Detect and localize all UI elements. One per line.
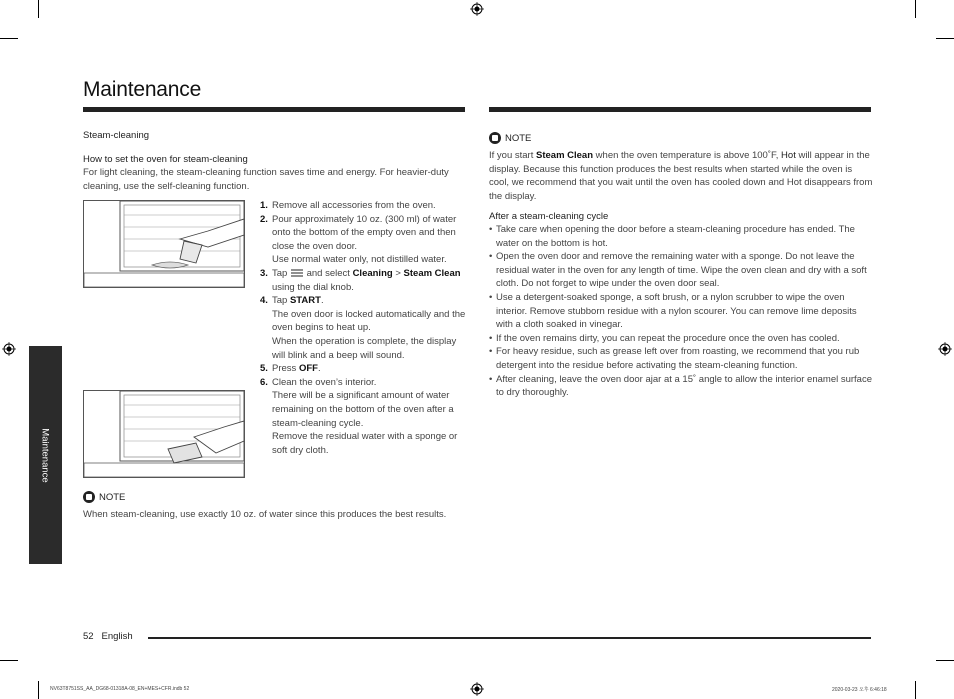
crop-mark: [38, 0, 39, 18]
crop-mark: [0, 38, 18, 39]
crop-mark: [936, 660, 954, 661]
footer-rule: [148, 637, 871, 639]
note-heading-right: NOTE: [489, 132, 531, 144]
side-tab: [29, 346, 62, 564]
column-rule-left: [83, 107, 465, 112]
registration-mark-icon: [470, 2, 484, 16]
page-title: Maintenance: [83, 78, 202, 101]
registration-mark-icon: [938, 342, 952, 356]
menu-icon: [290, 268, 304, 278]
side-tab-label: Maintenance: [40, 427, 51, 483]
registration-mark-icon: [470, 682, 484, 696]
crop-mark: [915, 0, 916, 18]
list-item: • After cleaning, leave the oven door ajar at a 15˚ angle to allow the interior enamel surface to dry thoroughly.: [489, 373, 873, 400]
step-item: 6. Clean the oven’s interior. There will be a significant amount of water remaining on the bottom of the oven after a steam-cleaning cycle. Remove the residual water with a sponge or soft dry cloth.: [260, 376, 458, 456]
list-item: • Open the oven door and remove the remaining water with a sponge. Do not leave the residual water in the oven for any length of time. Wipe the oven clean and dry with a soft cloth. Do not forget to wipe under the oven door seal.: [489, 250, 873, 291]
list-item: • If the oven remains dirty, you can repeat the procedure once the oven has cooled.: [489, 332, 873, 346]
list-item: • For heavy residue, such as grease left over from roasting, we recommend that you rub detergent into the residue before activating the steam-cleaning function.: [489, 345, 873, 372]
after-cycle-heading: After a steam-cleaning cycle: [489, 211, 609, 222]
oven-pour-water-illustration: [83, 200, 245, 288]
crop-mark: [936, 38, 954, 39]
note-text-right: If you start Steam Clean when the oven temperature is above 100˚F, Hot will appear in the display. Because this function produces the best results when started while the oven is cool, we recommend that you wait until the oven has cooled down and Hot disappears from the display.: [489, 150, 873, 202]
list-item: • Take care when opening the door before a steam-cleaning procedure has ended. The water on the bottom is hot.: [489, 223, 873, 250]
after-cycle-list: [489, 223, 873, 400]
step-item: 5. Press OFF.: [260, 363, 321, 375]
section-heading: Steam-cleaning: [83, 130, 150, 141]
note-text-left: When steam-cleaning, use exactly 10 oz. of water since this produces the best results.: [83, 509, 447, 520]
intro-paragraph: For light cleaning, the steam-cleaning function saves time and energy. For heavier-duty cleaning, use the self-cleaning function.: [83, 167, 449, 192]
steps-list: [260, 199, 468, 457]
note-icon: [489, 132, 501, 144]
oven-wipe-water-illustration: [83, 390, 245, 478]
crop-mark: [915, 681, 916, 699]
print-date-slug: 2020-03-23 오후 6:46:18: [832, 687, 887, 693]
note-icon: [83, 491, 95, 503]
step-item: 3. Tap and select Cleaning > Steam Clean using the dial knob.: [260, 267, 461, 293]
crop-mark: [0, 660, 18, 661]
note-heading-left: NOTE: [83, 491, 125, 503]
page-number: 52: [83, 631, 94, 642]
print-file-slug: NV63T8751SS_AA_DG68-01318A-08_EN+MES+CFR.indb 52: [50, 686, 190, 692]
step-item: 1. Remove all accessories from the oven.: [260, 200, 436, 211]
footer-language: English: [101, 631, 133, 642]
page-footer: [83, 631, 133, 642]
crop-mark: [38, 681, 39, 699]
step-item: 2. Pour approximately 10 oz. (300 ml) of water onto the bottom of the empty oven and then close the oven door. Use normal water only, not distilled water.: [260, 213, 457, 266]
sub-heading: How to set the oven for steam-cleaning: [83, 154, 248, 165]
registration-mark-icon: [2, 342, 16, 356]
step-item: 4. Tap START. The oven door is locked automatically and the oven begins to heat up. When the operation is complete, the display will blink and a beep will sound.: [260, 295, 466, 361]
column-rule-right: [489, 107, 871, 112]
list-item: • Use a detergent-soaked sponge, a soft brush, or a nylon scrubber to wipe the oven interior. Remove stubborn residue with a nylon scourer. You can remove lime deposits with a cloth soaked in vinegar.: [489, 291, 873, 332]
